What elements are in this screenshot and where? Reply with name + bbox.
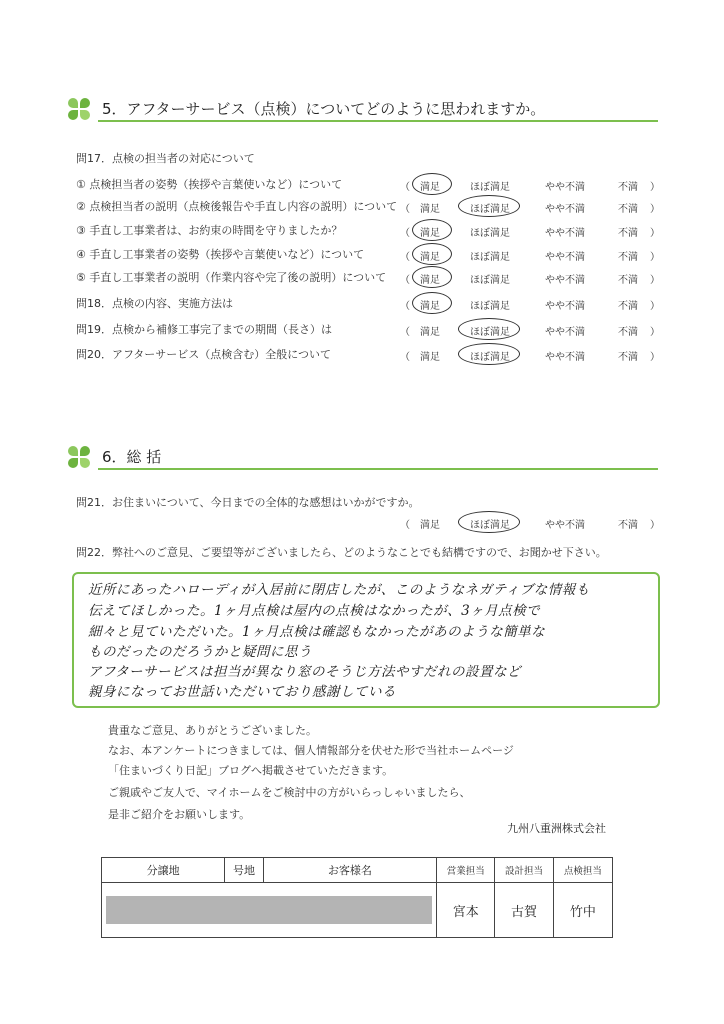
paren-close: ） (650, 182, 660, 193)
rating-option[interactable]: やや不満 (545, 352, 585, 363)
rating-option[interactable]: ほぼ満足 (470, 228, 510, 239)
comment-line: ものだったのだろうかと疑問に思う (88, 644, 312, 660)
rating-option[interactable]: ほぼ満足 (470, 275, 510, 286)
rating-group (400, 516, 660, 532)
selection-circle (412, 173, 452, 195)
selection-circle (412, 243, 452, 265)
rating-group (400, 297, 660, 313)
question-label: ② 点検担当者の説明（点検後報告や手直し内容の説明）について (76, 200, 398, 213)
rating-option[interactable]: 満足 (420, 228, 440, 239)
question-label: 問20．アフターサービス（点検含む）全般について (76, 348, 332, 361)
rating-group (400, 248, 660, 264)
rating-option[interactable]: 不満 (618, 275, 638, 286)
rating-option[interactable]: 満足 (420, 182, 440, 193)
rating-option[interactable]: 満足 (420, 275, 440, 286)
q22-heading: 問21．お住まいについて、今日までの全体的な感想はいかがですか。 (76, 496, 420, 509)
rating-option[interactable]: 不満 (618, 352, 638, 363)
rating-option[interactable]: やや不満 (545, 204, 585, 215)
rating-group (400, 178, 660, 194)
paren-close: ） (650, 252, 660, 263)
rating-option[interactable]: 不満 (618, 520, 638, 531)
thanks-line: 「住まいづくり日記」ブログへ掲載させていただきます。 (108, 764, 394, 777)
selection-circle (412, 266, 452, 288)
question-label: ① 点検担当者の姿勢（挨拶や言葉使いなど）について (76, 178, 343, 191)
paren-open: （ (400, 520, 410, 531)
comment-box (72, 572, 660, 708)
question-label: 問18．点検の内容、実施方法は (76, 297, 233, 310)
comment-line: アフターサービスは担当が異なり窓のそうじ方法やすだれの設置など (88, 664, 522, 680)
rating-group (400, 348, 660, 364)
selection-circle (458, 318, 520, 340)
rating-option[interactable]: 不満 (618, 204, 638, 215)
rating-option[interactable]: 満足 (420, 252, 440, 263)
redacted-cell (102, 883, 437, 938)
selection-circle (458, 511, 520, 533)
rating-option[interactable]: ほぼ満足 (470, 301, 510, 312)
selection-circle (458, 343, 520, 365)
thanks-line: 貴重なご意見、ありがとうございました。 (108, 724, 317, 737)
rating-option[interactable]: ほぼ満足 (470, 352, 510, 363)
rating-option[interactable]: 不満 (618, 228, 638, 239)
rating-option[interactable]: 不満 (618, 327, 638, 338)
paren-close: ） (650, 301, 660, 312)
thanks-line: ご親戚やご友人で、マイホームをご検討中の方がいらっしゃいましたら、 (108, 786, 471, 799)
paren-open: （ (400, 327, 410, 338)
question-label: ③ 手直し工事業者は、お約束の時間を守りましたか？ (76, 224, 343, 237)
rating-group (400, 271, 660, 287)
paren-close: ） (650, 520, 660, 531)
rating-option[interactable]: 不満 (618, 182, 638, 193)
paren-open: （ (400, 252, 410, 263)
q22-heading: 問22．弊社へのご意見、ご要望等がございましたら、どのようなことでも結構ですので、お聞かせ下さい。 (76, 546, 607, 559)
rating-option[interactable]: 満足 (420, 301, 440, 312)
rating-option[interactable]: 満足 (420, 204, 440, 215)
rating-option[interactable]: やや不満 (545, 182, 585, 193)
comment-line: 細々と見ていただいた。1ヶ月点検は確認もなかったがあのような簡単な (88, 624, 546, 640)
rating-option[interactable]: やや不満 (545, 327, 585, 338)
rating-option[interactable]: ほぼ満足 (470, 520, 510, 531)
rating-option[interactable]: 不満 (618, 301, 638, 312)
company-name: 九州八重洲株式会社 (507, 822, 606, 835)
header-customer-name: お客様名 (263, 858, 436, 883)
rating-group (400, 224, 660, 240)
rating-option[interactable]: ほぼ満足 (470, 252, 510, 263)
rating-option[interactable]: やや不満 (545, 252, 585, 263)
comment-line: 伝えてほしかった。1ヶ月点検は屋内の点検はなかったが、3ヶ月点検で (88, 603, 541, 619)
thanks-line: 是非ご紹介をお願いします。 (108, 808, 251, 821)
paren-close: ） (650, 228, 660, 239)
q17-heading: 問17．点検の担当者の対応について (76, 152, 255, 165)
sales-person: 宮本 (437, 883, 495, 938)
rating-option[interactable]: 満足 (420, 327, 440, 338)
header-lot: 分譲地 (102, 858, 225, 883)
rating-option[interactable]: ほぼ満足 (470, 327, 510, 338)
comment-line: 親身になってお世話いただいており感謝している (88, 684, 396, 700)
question-label: 問19．点検から補修工事完了までの期間（長さ）は (76, 323, 332, 336)
header-sales: 営業担当 (437, 858, 495, 883)
design-person: 古賀 (495, 883, 553, 938)
rating-option[interactable]: 満足 (420, 520, 440, 531)
rating-option[interactable]: 不満 (618, 252, 638, 263)
divider (98, 120, 658, 122)
rating-group (400, 323, 660, 339)
paren-open: （ (400, 204, 410, 215)
question-label: ⑤ 手直し工事業者の説明（作業内容や完了後の説明）について (76, 271, 387, 284)
divider (98, 468, 658, 470)
redaction-block (106, 896, 432, 924)
paren-open: （ (400, 228, 410, 239)
paren-close: ） (650, 352, 660, 363)
rating-option[interactable]: やや不満 (545, 520, 585, 531)
thanks-line: なお、本アンケートにつきましては、個人情報部分を伏せた形で当社ホームページ (108, 744, 514, 757)
selection-circle (458, 195, 520, 217)
rating-option[interactable]: ほぼ満足 (470, 204, 510, 215)
header-lot-number: 号地 (225, 858, 264, 883)
header-design: 設計担当 (495, 858, 553, 883)
rating-option[interactable]: ほぼ満足 (470, 182, 510, 193)
question-label: ④ 手直し工事業者の姿勢（挨拶や言葉使いなど）について (76, 248, 365, 261)
section-5-title: 5．アフターサービス（点検）についてどのように思われますか。 (102, 100, 546, 118)
comment-line: 近所にあったハローディが入居前に閉店したが、このようなネガティブな情報も (88, 582, 590, 598)
section-6-title: 6．総 括 (102, 448, 162, 466)
rating-group (400, 200, 660, 216)
leaf-icon (68, 446, 92, 470)
rating-option[interactable]: 満足 (420, 352, 440, 363)
rating-option[interactable]: やや不満 (545, 228, 585, 239)
paren-open: （ (400, 352, 410, 363)
paren-open: （ (400, 301, 410, 312)
leaf-icon (68, 98, 92, 122)
rating-option[interactable]: やや不満 (545, 275, 585, 286)
paren-close: ） (650, 275, 660, 286)
paren-open: （ (400, 182, 410, 193)
header-inspection: 点検担当 (553, 858, 612, 883)
paren-open: （ (400, 275, 410, 286)
rating-option[interactable]: やや不満 (545, 301, 585, 312)
customer-info-table (101, 857, 613, 938)
paren-close: ） (650, 327, 660, 338)
inspection-person: 竹中 (553, 883, 612, 938)
selection-circle (412, 292, 452, 314)
selection-circle (412, 219, 452, 241)
paren-close: ） (650, 204, 660, 215)
